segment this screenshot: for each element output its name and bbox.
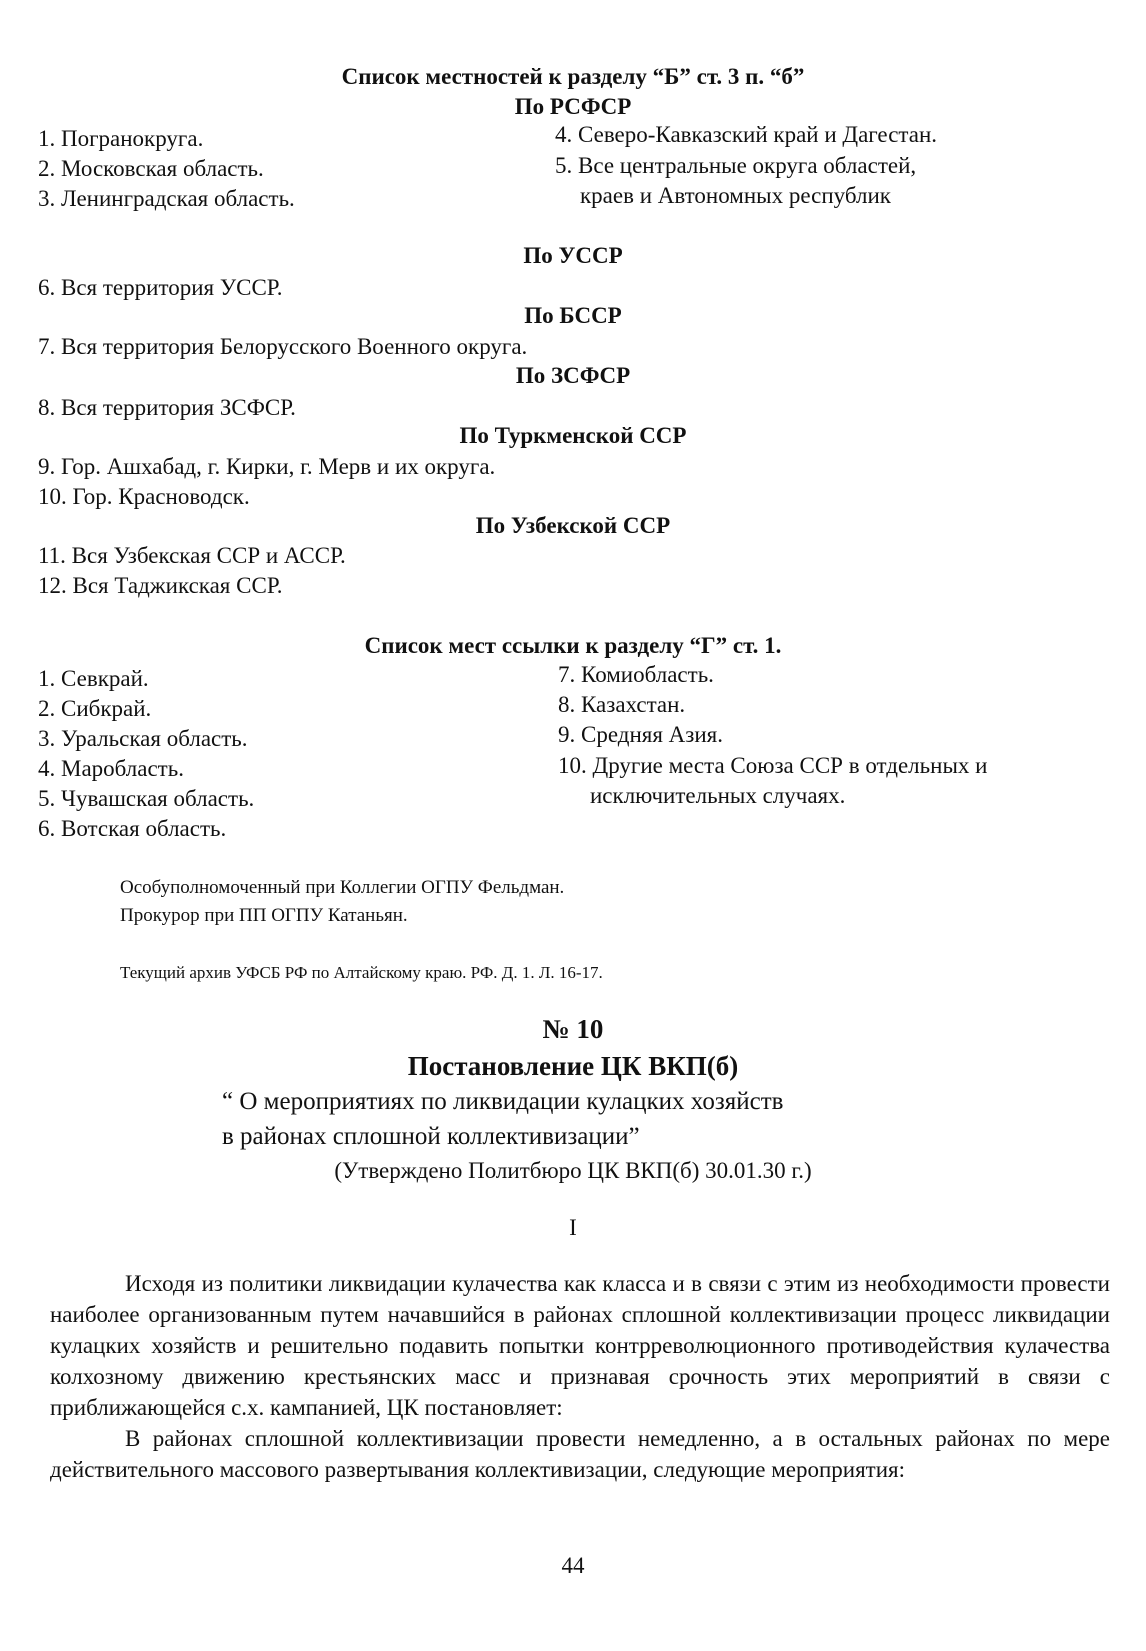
page-number: 44 [561,1553,585,1578]
heading-zsfsr: По ЗСФСР [515,363,631,388]
paragraph: В районах сплошной коллективизации провести немедленно, а в остальных районах по мере действительного массового развертывания коллективизации, следующие мероприятия: [50,1426,1110,1482]
list-item: 4. Северо-Кавказский край и Дагестан. [555,122,938,147]
list-item: 5. Все центральные округа областей, [555,153,917,178]
list-item: 4. Маробласть. [38,756,184,781]
list-item: 10. Гор. Красноводск. [38,484,250,509]
list-item: 10. Другие места Союза ССР в отдельных и [558,753,988,778]
list-item: краев и Автономных республик [580,183,891,208]
archive-source: Текущий архив УФСБ РФ по Алтайскому краю. РФ. Д. 1. Л. 16-17. [120,963,603,982]
list-item: 3. Уральская область. [38,726,248,751]
document-subtitle: “ О мероприятиях по ликвидации кулацких хозяйств [222,1088,784,1115]
list-item: 11. Вся Узбекская ССР и АССР. [38,543,346,568]
heading-rsfsr: По РСФСР [514,94,632,119]
list-item: 9. Гор. Ашхабад, г. Кирки, г. Мерв и их округа. [38,454,496,479]
heading-turkmen: По Туркменской ССР [459,423,687,448]
approval-note: (Утверждено Политбюро ЦК ВКП(б) 30.01.30 г.) [334,1158,812,1183]
heading-uzbek: По Узбекской ССР [475,513,671,538]
list-item: исключительных случаях. [590,783,846,808]
list-item: 1. Погранокруга. [38,126,204,151]
paragraph: Исходя из политики ликвидации кулачества как класса и в связи с этим из необходимости провести наиболее организованным путем начавшийся в районах сплошной коллективизации процесс ликвидации кулацких хозяйств и решительно подавить попытки контрреволюционного противодействия кулачества колхозному движению крестьянских масс и признавая срочность этих мероприятий в связи с приближающейся с.х. кампанией, ЦК постановляет: [50,1271,1110,1420]
list-item: 12. Вся Таджикская ССР. [38,573,283,598]
list-item: 7. Вся территория Белорусского Военного округа. [38,334,528,359]
heading-ussr: По УССР [523,243,623,268]
body-text [50,1268,1110,1485]
list-item: 6. Вся территория УССР. [38,275,283,300]
list-item: 7. Комиобласть. [558,662,714,687]
heading-bssr: По БССР [524,303,622,328]
section-b-title: Список местностей к разделу “Б” ст. 3 п. “б” [341,64,805,89]
list-item: 8. Казахстан. [558,692,686,717]
section-numeral: I [569,1215,577,1240]
document-number: № 10 [542,1014,604,1044]
list-item: 8. Вся территория ЗСФСР. [38,395,296,420]
document-title: Постановление ЦК ВКП(б) [407,1051,739,1081]
list-item: 3. Ленинградская область. [38,186,295,211]
list-item: 6. Вотская область. [38,816,227,841]
signature-line: Прокурор при ПП ОГПУ Катаньян. [120,905,408,926]
document-subtitle: в районах сплошной коллективизации” [222,1123,640,1150]
list-item: 2. Московская область. [38,156,264,181]
list-item: 5. Чувашская область. [38,786,255,811]
list-item: 9. Средняя Азия. [558,722,723,747]
list-item: 1. Севкрай. [38,666,149,691]
section-g-title: Список мест ссылки к разделу “Г” ст. 1. [364,633,782,658]
list-item: 2. Сибкрай. [38,696,152,721]
signature-line: Особуполномоченный при Коллегии ОГПУ Фельдман. [120,877,565,898]
